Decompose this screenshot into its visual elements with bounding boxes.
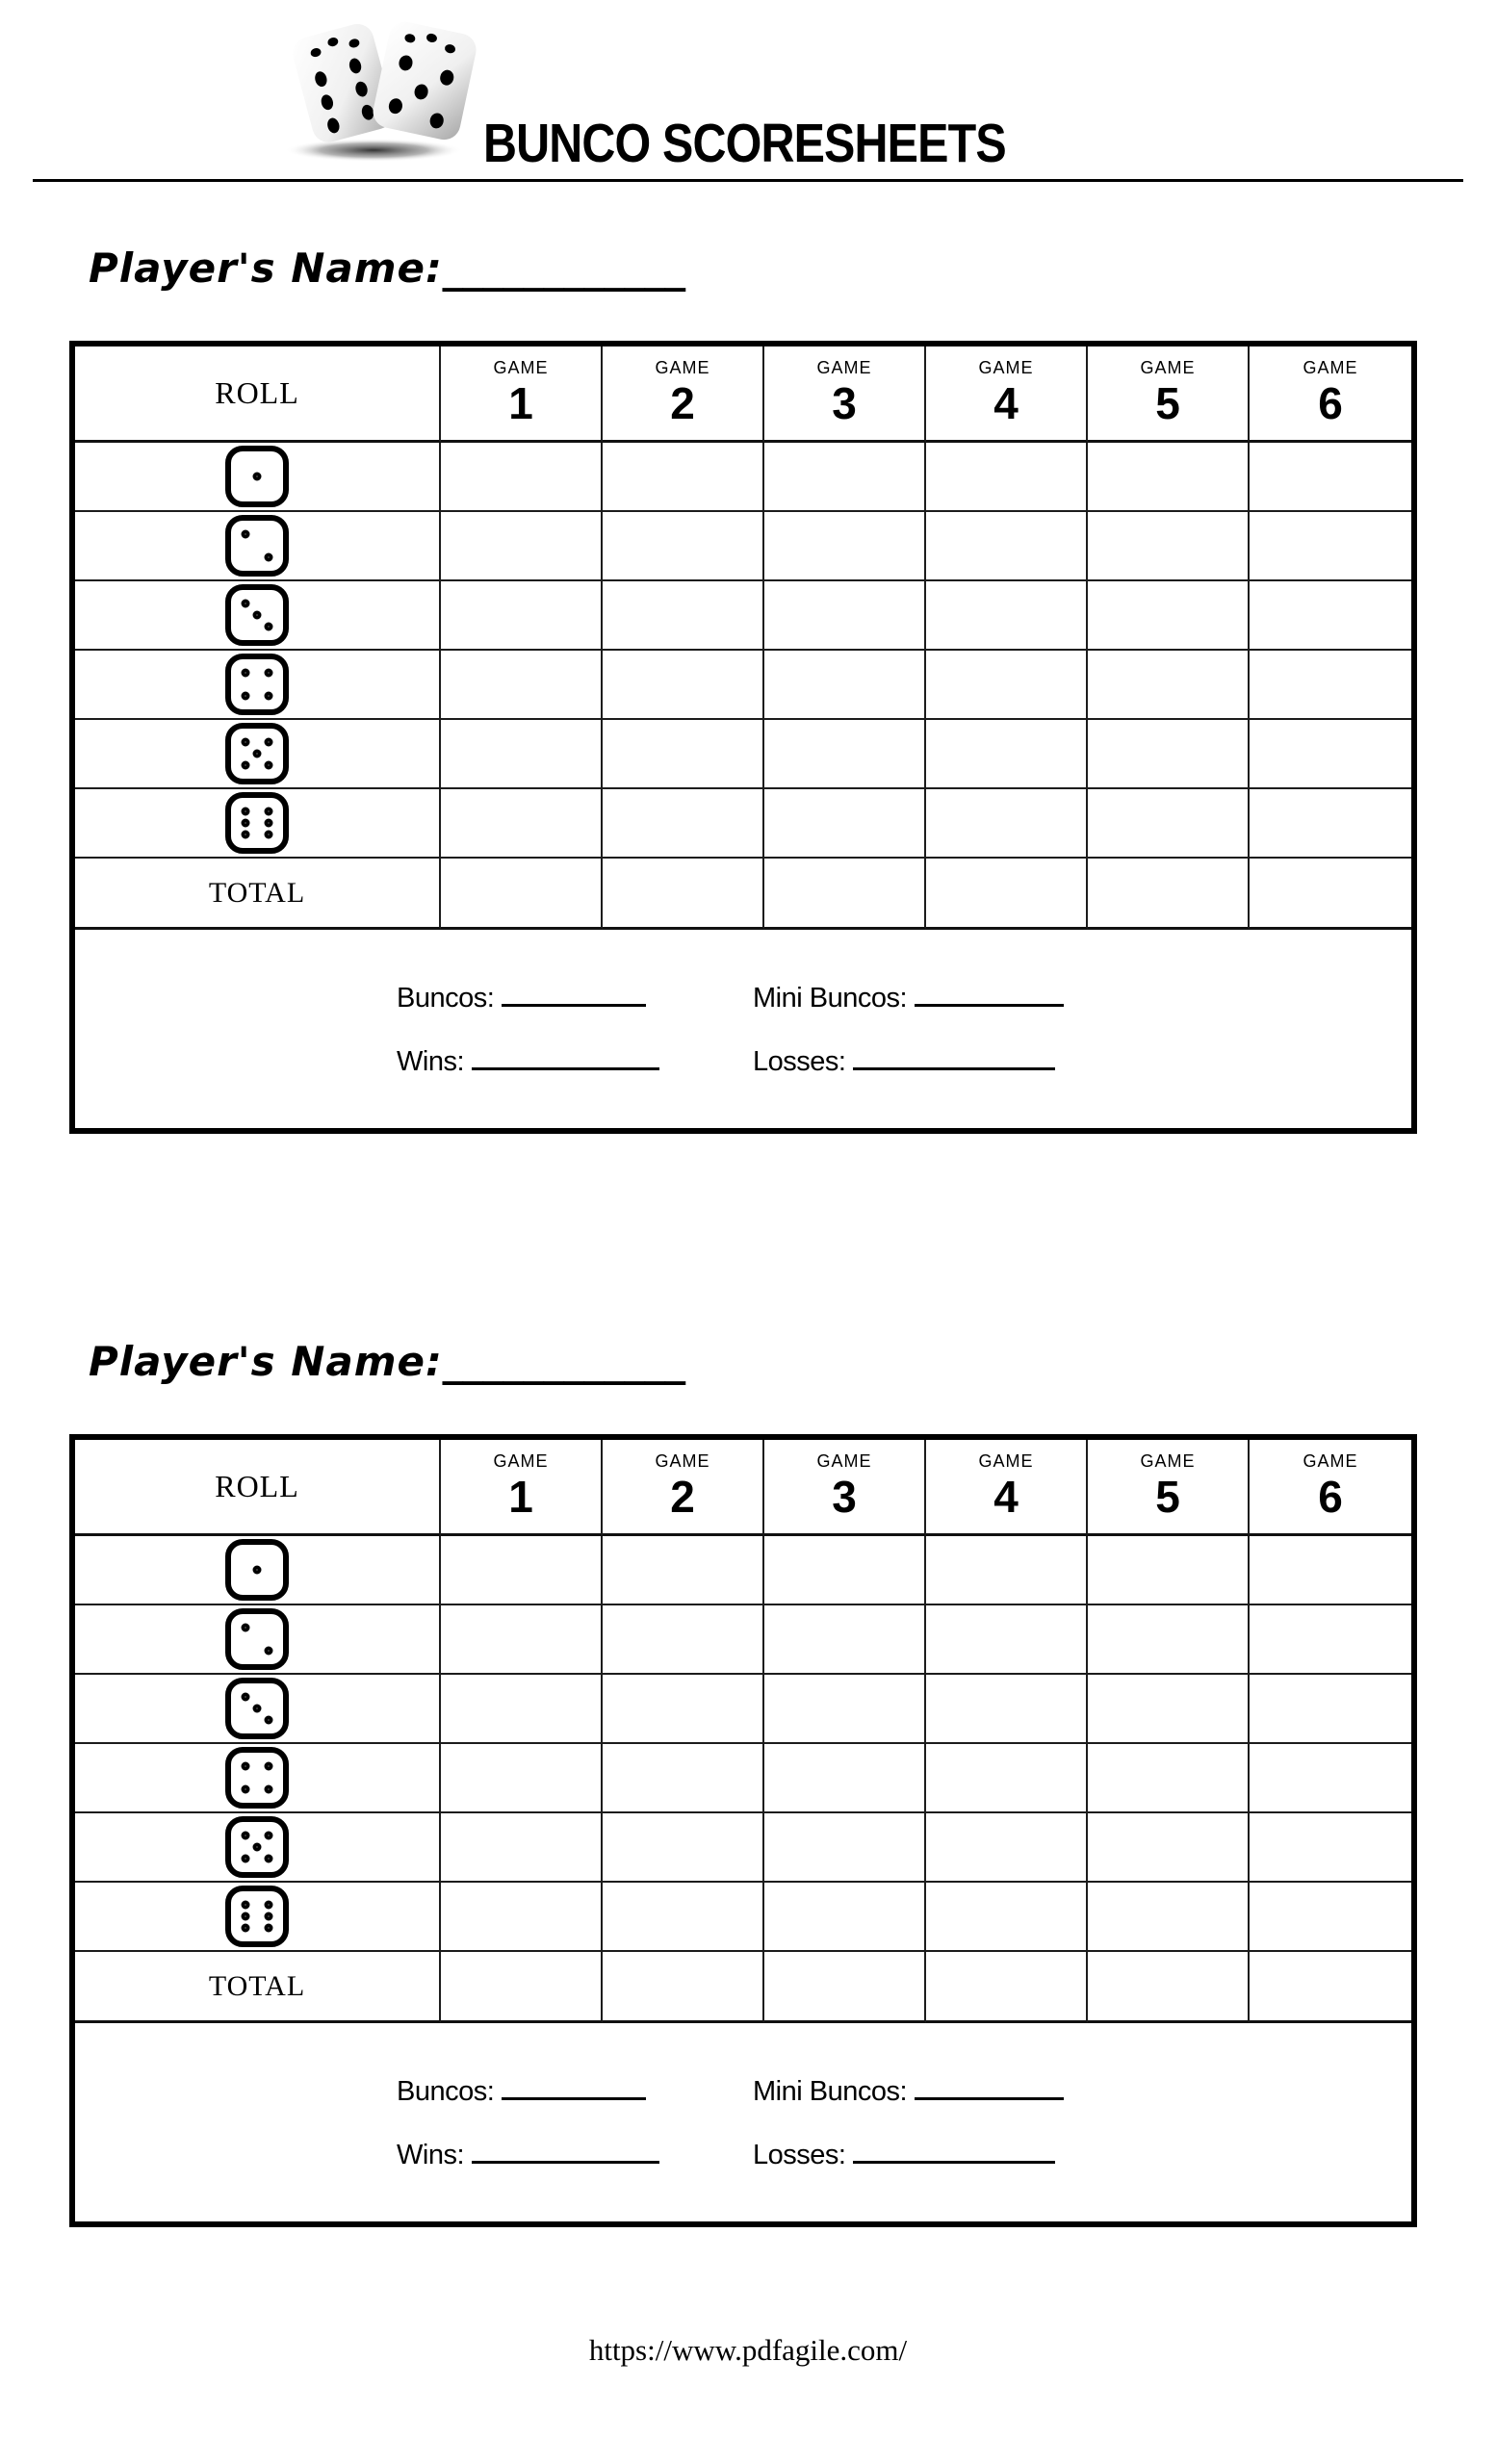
pip xyxy=(242,819,250,828)
score-cell xyxy=(1250,1536,1411,1605)
pip xyxy=(242,1623,250,1631)
pip xyxy=(253,1843,262,1852)
pip xyxy=(264,1900,272,1909)
score-cell xyxy=(1088,720,1250,789)
score-cell xyxy=(441,1813,603,1883)
score-cell xyxy=(926,1744,1088,1813)
total-cell xyxy=(441,859,603,930)
buncos-label: Buncos: xyxy=(397,983,495,1014)
pip xyxy=(242,668,250,677)
game-6-header xyxy=(1250,1440,1411,1536)
player-name-row xyxy=(0,1334,1496,1390)
score-cell xyxy=(926,651,1088,720)
player-name-blank-line: ____________ xyxy=(442,244,685,292)
score-cell xyxy=(1088,1536,1250,1605)
score-cell xyxy=(1250,1883,1411,1952)
score-cell xyxy=(1250,720,1411,789)
die-5-icon xyxy=(225,723,289,784)
game-number: 3 xyxy=(832,378,857,428)
pip xyxy=(242,529,250,538)
two-dice-icon xyxy=(275,4,485,166)
score-table xyxy=(69,1434,1417,2227)
score-cell xyxy=(441,789,603,859)
pip xyxy=(242,692,250,701)
stats-section xyxy=(75,2023,1411,2221)
game-number: 4 xyxy=(993,378,1019,428)
roll-row-2 xyxy=(75,1605,441,1675)
total-cell xyxy=(603,859,764,930)
losses-blank-line xyxy=(853,1041,1055,1070)
game-5-header xyxy=(1088,346,1250,443)
total-cell xyxy=(764,1952,926,2023)
buncos-label: Buncos: xyxy=(397,2076,495,2107)
pip xyxy=(242,807,250,815)
die-6-icon xyxy=(225,1886,289,1947)
score-cell xyxy=(764,443,926,512)
score-cell xyxy=(926,720,1088,789)
score-cell xyxy=(764,1744,926,1813)
game-2-header xyxy=(603,1440,764,1536)
score-cell xyxy=(441,1675,603,1744)
score-cell xyxy=(441,1744,603,1813)
die-1-icon xyxy=(225,1539,289,1601)
score-cell xyxy=(926,1883,1088,1952)
score-cell xyxy=(441,512,603,581)
total-cell xyxy=(926,859,1088,930)
pip xyxy=(264,737,272,746)
score-cell xyxy=(1250,651,1411,720)
stats-row xyxy=(75,1041,1411,1105)
score-cell xyxy=(603,1675,764,1744)
score-cell xyxy=(603,581,764,651)
total-cell xyxy=(1250,859,1411,930)
total-cell xyxy=(1088,1952,1250,2023)
game-label: GAME xyxy=(1140,1451,1196,1471)
die-6-icon xyxy=(225,792,289,854)
stats-row xyxy=(75,2071,1411,2135)
roll-row-1 xyxy=(75,443,441,512)
total-row-label: TOTAL xyxy=(75,1952,441,2023)
losses-label: Losses: xyxy=(753,1046,846,1077)
score-cell xyxy=(441,581,603,651)
game-number: 1 xyxy=(508,1472,533,1522)
game-6-header xyxy=(1250,346,1411,443)
pip xyxy=(264,807,272,815)
score-cell xyxy=(764,651,926,720)
header-divider xyxy=(33,179,1463,182)
game-number: 6 xyxy=(1318,378,1343,428)
game-label: GAME xyxy=(978,358,1034,377)
stats-section xyxy=(75,930,1411,1128)
total-cell xyxy=(603,1952,764,2023)
pip xyxy=(242,1924,250,1933)
score-cell xyxy=(441,443,603,512)
game-3-header xyxy=(764,346,926,443)
score-cell xyxy=(1250,1605,1411,1675)
score-cell xyxy=(1088,443,1250,512)
total-cell xyxy=(1088,859,1250,930)
pip xyxy=(264,623,272,631)
score-cell xyxy=(926,512,1088,581)
die-2-icon xyxy=(225,515,289,577)
scoresheet-1 xyxy=(0,241,1496,1134)
score-cell xyxy=(764,581,926,651)
score-cell xyxy=(1088,789,1250,859)
roll-row-3 xyxy=(75,1675,441,1744)
game-3-header xyxy=(764,1440,926,1536)
score-cell xyxy=(603,720,764,789)
pip xyxy=(242,1761,250,1770)
roll-row-1 xyxy=(75,1536,441,1605)
score-cell xyxy=(1250,512,1411,581)
score-cell xyxy=(1088,1605,1250,1675)
die-2-icon xyxy=(225,1608,289,1670)
roll-row-4 xyxy=(75,1744,441,1813)
game-number: 2 xyxy=(670,1472,695,1522)
score-cell xyxy=(1088,581,1250,651)
mini-buncos-blank-line xyxy=(915,978,1064,1007)
pip xyxy=(253,750,262,758)
score-cell xyxy=(1088,1675,1250,1744)
pip xyxy=(242,1831,250,1839)
score-cell xyxy=(926,789,1088,859)
game-number: 3 xyxy=(832,1472,857,1522)
pip xyxy=(253,611,262,620)
score-cell xyxy=(1088,1744,1250,1813)
game-5-header xyxy=(1088,1440,1250,1536)
score-cell xyxy=(441,1605,603,1675)
score-cell xyxy=(603,651,764,720)
die-3-icon xyxy=(225,1678,289,1739)
pip xyxy=(264,1785,272,1794)
pip xyxy=(242,1912,250,1921)
player-name-label: Player's Name: xyxy=(89,244,443,292)
score-cell xyxy=(603,443,764,512)
game-label: GAME xyxy=(1303,358,1358,377)
mini-buncos-label: Mini Buncos: xyxy=(753,983,908,1014)
pip xyxy=(253,473,262,481)
roll-column-header: ROLL xyxy=(75,346,441,443)
die-4-icon xyxy=(225,654,289,715)
pip xyxy=(264,553,272,562)
game-label: GAME xyxy=(816,358,872,377)
pip xyxy=(264,1924,272,1933)
score-cell xyxy=(603,512,764,581)
score-cell xyxy=(764,720,926,789)
losses-blank-line xyxy=(853,2135,1055,2164)
total-cell xyxy=(441,1952,603,2023)
game-label: GAME xyxy=(493,1451,549,1471)
roll-row-6 xyxy=(75,789,441,859)
game-label: GAME xyxy=(978,1451,1034,1471)
wins-label: Wins: xyxy=(397,2140,464,2170)
player-name-blank-line: ____________ xyxy=(442,1338,685,1385)
score-cell xyxy=(603,1536,764,1605)
pip xyxy=(253,1566,262,1575)
game-label: GAME xyxy=(1140,358,1196,377)
player-name-label: Player's Name: xyxy=(89,1338,443,1385)
total-cell xyxy=(1250,1952,1411,2023)
score-cell xyxy=(764,789,926,859)
score-cell xyxy=(603,1883,764,1952)
pip xyxy=(242,599,250,607)
pip xyxy=(264,831,272,839)
score-cell xyxy=(441,1883,603,1952)
score-cell xyxy=(1250,789,1411,859)
roll-row-5 xyxy=(75,720,441,789)
score-cell xyxy=(1088,1813,1250,1883)
score-cell xyxy=(764,1536,926,1605)
game-number: 1 xyxy=(508,378,533,428)
pip xyxy=(242,1785,250,1794)
score-cell xyxy=(1250,581,1411,651)
mini-buncos-blank-line xyxy=(915,2071,1064,2100)
pip xyxy=(264,1912,272,1921)
pip xyxy=(264,668,272,677)
game-number: 4 xyxy=(993,1472,1019,1522)
score-cell xyxy=(926,581,1088,651)
wins-label: Wins: xyxy=(397,1046,464,1077)
scoresheet-2 xyxy=(0,1334,1496,2227)
page-footer xyxy=(0,2333,1496,2368)
pip xyxy=(264,1855,272,1863)
buncos-blank-line xyxy=(502,978,646,1007)
buncos-blank-line xyxy=(502,2071,646,2100)
score-cell xyxy=(764,512,926,581)
roll-row-3 xyxy=(75,581,441,651)
roll-row-2 xyxy=(75,512,441,581)
game-number: 5 xyxy=(1155,1472,1180,1522)
game-1-header xyxy=(441,346,603,443)
die-3-icon xyxy=(225,584,289,646)
score-cell xyxy=(1250,1813,1411,1883)
score-table xyxy=(69,341,1417,1134)
game-2-header xyxy=(603,346,764,443)
pip xyxy=(253,1705,262,1713)
roll-row-4 xyxy=(75,651,441,720)
score-cell xyxy=(1250,443,1411,512)
game-label: GAME xyxy=(655,358,710,377)
pip xyxy=(242,737,250,746)
pip xyxy=(264,761,272,770)
mini-buncos-label: Mini Buncos: xyxy=(753,2076,908,2107)
game-label: GAME xyxy=(493,358,549,377)
pip xyxy=(242,1855,250,1863)
die-5-icon xyxy=(225,1816,289,1878)
page-title: BUNCO SCORESHEETS xyxy=(483,113,1006,174)
score-cell xyxy=(441,1536,603,1605)
pip xyxy=(264,819,272,828)
pip xyxy=(264,1831,272,1839)
total-cell xyxy=(764,859,926,930)
wins-blank-line xyxy=(472,1041,659,1070)
game-4-header xyxy=(926,1440,1088,1536)
score-cell xyxy=(441,720,603,789)
die-4-icon xyxy=(225,1747,289,1809)
total-cell xyxy=(926,1952,1088,2023)
pip xyxy=(264,1647,272,1656)
score-cell xyxy=(1088,1883,1250,1952)
pip xyxy=(242,831,250,839)
game-number: 2 xyxy=(670,378,695,428)
pip xyxy=(264,1716,272,1725)
score-cell xyxy=(926,1813,1088,1883)
score-cell xyxy=(764,1675,926,1744)
game-number: 6 xyxy=(1318,1472,1343,1522)
footer-url-link[interactable]: https://www.pdfagile.com/ xyxy=(588,2333,908,2367)
losses-label: Losses: xyxy=(753,2140,846,2170)
score-cell xyxy=(603,789,764,859)
roll-column-header: ROLL xyxy=(75,1440,441,1536)
score-cell xyxy=(1250,1744,1411,1813)
score-cell xyxy=(1250,1675,1411,1744)
roll-row-5 xyxy=(75,1813,441,1883)
pip xyxy=(242,761,250,770)
pip xyxy=(264,692,272,701)
score-cell xyxy=(603,1605,764,1675)
score-cell xyxy=(926,443,1088,512)
roll-row-6 xyxy=(75,1883,441,1952)
game-1-header xyxy=(441,1440,603,1536)
score-cell xyxy=(603,1744,764,1813)
player-name-row xyxy=(0,241,1496,296)
game-number: 5 xyxy=(1155,378,1180,428)
stats-row xyxy=(75,2135,1411,2198)
stats-row xyxy=(75,978,1411,1041)
die-1-icon xyxy=(225,446,289,507)
pip xyxy=(242,1692,250,1701)
score-cell xyxy=(441,651,603,720)
score-cell xyxy=(764,1813,926,1883)
game-label: GAME xyxy=(655,1451,710,1471)
score-cell xyxy=(926,1675,1088,1744)
game-label: GAME xyxy=(1303,1451,1358,1471)
wins-blank-line xyxy=(472,2135,659,2164)
game-4-header xyxy=(926,346,1088,443)
score-cell xyxy=(1088,512,1250,581)
total-row-label: TOTAL xyxy=(75,859,441,930)
score-cell xyxy=(926,1536,1088,1605)
score-cell xyxy=(764,1605,926,1675)
pip xyxy=(264,1761,272,1770)
score-cell xyxy=(603,1813,764,1883)
game-label: GAME xyxy=(816,1451,872,1471)
score-cell xyxy=(926,1605,1088,1675)
score-cell xyxy=(1088,651,1250,720)
pip xyxy=(242,1900,250,1909)
score-cell xyxy=(764,1883,926,1952)
